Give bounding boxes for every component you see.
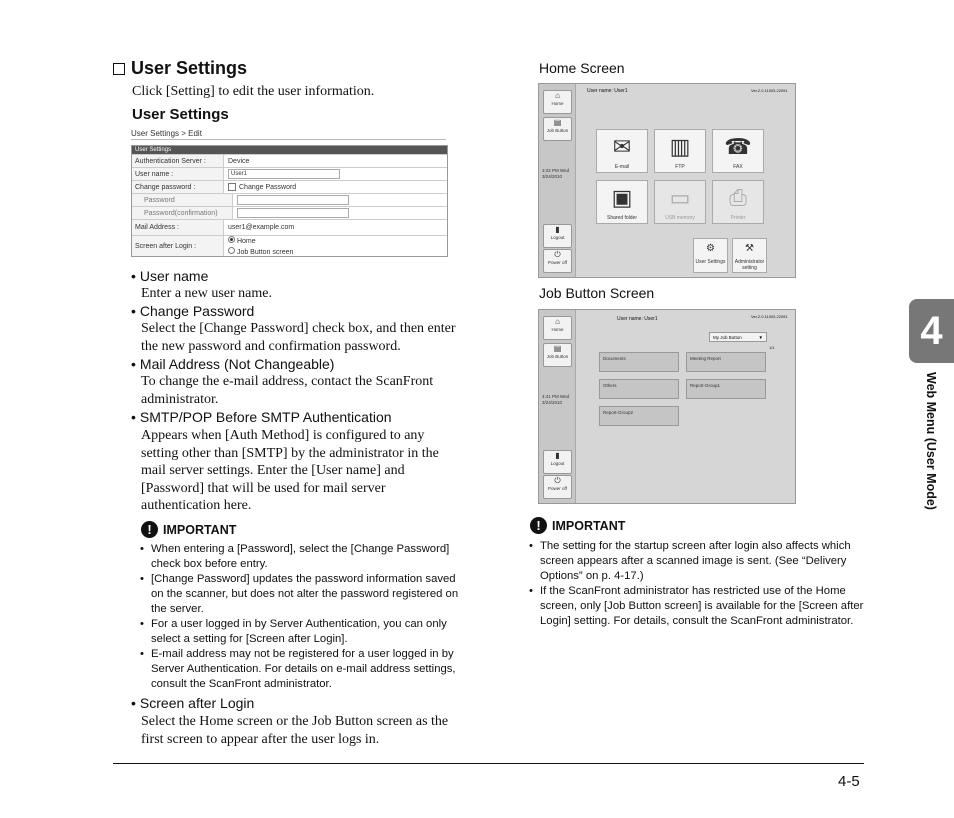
table-row — [132, 219, 447, 235]
bullet-screen-after-login: • Screen after Login — [131, 695, 255, 711]
bullet-mail-address: • Mail Address (Not Changeable) — [131, 356, 335, 372]
footer-divider — [113, 763, 864, 764]
email-tile[interactable]: ✉ E-mail — [596, 129, 648, 173]
row-label: Screen after Login : — [132, 236, 224, 256]
job-button-screen-screenshot — [538, 309, 796, 504]
power-icon: ⏻ — [554, 476, 561, 485]
printer-tile[interactable]: ⎙ Printer — [712, 180, 764, 224]
bullet-change-password: • Change Password — [131, 303, 255, 319]
job-icon: ▤ — [553, 344, 562, 353]
row-label: Password(confirmation) — [132, 207, 233, 219]
logout-icon: ▮ — [555, 225, 560, 234]
bullet-user-name: • User name — [131, 268, 209, 284]
important-heading: ! IMPORTANT — [141, 521, 236, 538]
bullet-text: Select the [Change Password] check box, and then enter the new password and confirmation password. — [141, 321, 456, 354]
subheading: User Settings — [132, 106, 229, 123]
chapter-title: Web Menu (User Mode) — [924, 372, 938, 510]
side-panel — [539, 84, 576, 277]
user-name-field[interactable]: User1 — [228, 169, 340, 179]
logout-button[interactable]: ▮ Logout — [543, 450, 572, 474]
page-indicator: 1/1 — [769, 345, 775, 350]
change-password-checkbox[interactable] — [228, 183, 236, 191]
list-item: • E-mail address may not be registered for a user logged in by Server Authentication. For details on e-mail address settings, consult the ScanFront administrator. — [140, 647, 467, 692]
bullet-text: Appears when [Auth Method] is configured to any setting other than [SMTP] by the administrator in the mail server settings. Enter the [User name] and [Password] that will be used for mail server authentication here. — [141, 428, 439, 513]
table-header: User Settings — [132, 146, 447, 154]
usb-memory-icon: ▭ — [669, 185, 691, 210]
row-label: Change password : — [132, 181, 224, 193]
chevron-down-icon: ▼ — [758, 335, 763, 340]
chapter-tab: 4 — [909, 299, 954, 363]
job-list-dropdown[interactable]: My Job Button ▼ — [709, 332, 767, 342]
mail-address-value: user1@example.com — [228, 224, 295, 231]
breadcrumb: User Settings > Edit — [131, 129, 202, 138]
user-settings-tile[interactable]: ⚙ User Settings — [693, 238, 728, 273]
settings-table — [131, 145, 448, 257]
table-row — [132, 180, 447, 193]
radio-label: Home — [236, 238, 256, 245]
bullet-text: Select the Home screen or the Job Button screen as the first screen to appear after the user logs in. — [141, 714, 449, 747]
password-confirm-field[interactable] — [237, 208, 349, 218]
usb-memory-tile[interactable]: ▭ USB memory — [654, 180, 706, 224]
server-icon: ▥ — [669, 134, 691, 159]
power-off-button[interactable]: ⏻ Power off — [543, 249, 572, 273]
table-row — [132, 167, 447, 180]
clock: 3:32 PM Wed 3/24/2010 — [542, 168, 570, 179]
job-button-report-group1[interactable]: Report-Group1 — [686, 379, 766, 399]
fax-icon: ☎ — [724, 134, 752, 159]
list-item: • For a user logged in by Server Authentication, you can only select a setting for [Screen after Login]. — [140, 617, 467, 647]
important-heading: ! IMPORTANT — [530, 517, 625, 534]
table-row — [132, 154, 447, 167]
job-button-documents[interactable]: Documents — [599, 352, 679, 372]
auth-server-value: Device — [228, 157, 250, 165]
list-item: • If the ScanFront administrator has restricted use of the Home screen, only [Job Button screen] is available for the [Screen after Login] setting. For details, consult the ScanFront administrator. — [529, 584, 864, 629]
table-row — [132, 206, 447, 219]
fax-tile[interactable]: ☎ FAX — [712, 129, 764, 173]
job-button-meeting-report[interactable]: Meeting Report — [686, 352, 766, 372]
row-label: User name : — [132, 168, 224, 180]
divider — [131, 139, 446, 140]
logout-icon: ▮ — [555, 451, 560, 460]
job-screen-caption: Job Button Screen — [539, 285, 655, 301]
logout-button[interactable]: ▮ Logout — [543, 224, 572, 248]
bullet-smtp-pop: • SMTP/POP Before SMTP Authentication — [131, 409, 392, 425]
ftp-tile[interactable]: ▥ FTP — [654, 129, 706, 173]
power-icon: ⏻ — [554, 250, 561, 259]
job-button-report-group2[interactable]: Report-Group2 — [599, 406, 679, 426]
job-button-others[interactable]: Others — [599, 379, 679, 399]
admin-setting-icon: ⚒ — [745, 243, 754, 254]
home-icon: ⌂ — [555, 317, 560, 326]
bullet-text: Enter a new user name. — [141, 286, 272, 301]
job-icon: ▤ — [553, 118, 562, 127]
clock: 4:41 PM Wed 3/24/2010 — [542, 394, 570, 405]
home-button[interactable]: ⌂ Home — [543, 316, 572, 340]
exclamation-icon: ! — [530, 517, 547, 534]
user-label: User name: User1 — [617, 316, 658, 322]
table-row — [132, 235, 447, 256]
home-icon: ⌂ — [555, 91, 560, 100]
version-label: Ver.2.0.11003.22091 — [751, 314, 788, 319]
list-item: • The setting for the startup screen after login also affects which screen appears after a scanned image is sent. (See “Delivery Options” on p. 4-17.) — [529, 539, 864, 584]
important-list — [140, 542, 467, 692]
home-radio[interactable] — [228, 236, 235, 243]
version-label: Ver.2.0.11003.22091 — [751, 88, 788, 93]
user-settings-icon: ⚙ — [706, 243, 715, 254]
section-title: User Settings — [113, 58, 247, 79]
job-button-button[interactable]: ▤ Job Button — [543, 117, 572, 141]
power-off-button[interactable]: ⏻ Power off — [543, 475, 572, 499]
page-number: 4-5 — [838, 773, 860, 790]
password-field[interactable] — [237, 195, 349, 205]
shared-folder-icon: ▣ — [611, 185, 633, 210]
job-button-radio[interactable] — [228, 247, 235, 254]
home-button[interactable]: ⌂ Home — [543, 90, 572, 114]
row-label: Password — [132, 194, 233, 206]
home-screen-screenshot — [538, 83, 796, 278]
intro-text: Click [Setting] to edit the user information. — [132, 84, 375, 99]
envelope-icon: ✉ — [612, 134, 632, 159]
important-list — [529, 539, 864, 629]
exclamation-icon: ! — [141, 521, 158, 538]
user-settings-form-screenshot — [131, 127, 446, 262]
checkbox-square-icon — [113, 63, 125, 75]
table-row — [132, 193, 447, 206]
list-item: • When entering a [Password], select the [Change Password] check box before entry. — [140, 542, 467, 572]
home-screen-caption: Home Screen — [539, 60, 625, 76]
checkbox-label: Change Password — [239, 183, 297, 191]
admin-setting-tile[interactable]: ⚒ Administrator setting — [732, 238, 767, 273]
side-panel — [539, 310, 576, 503]
shared-folder-tile[interactable]: ▣ Shared folder — [596, 180, 648, 224]
job-button-button[interactable]: ▤ Job Button — [543, 343, 572, 367]
row-label: Authentication Server : — [132, 155, 224, 167]
radio-label: Job Button screen — [236, 249, 294, 256]
row-label: Mail Address : — [132, 220, 224, 235]
bullet-text: To change the e-mail address, contact the ScanFront administrator. — [141, 374, 434, 407]
printer-icon: ⎙ — [729, 185, 747, 210]
list-item: • [Change Password] updates the password information saved on the scanner, but does not alter the password registered on the server. — [140, 572, 467, 617]
user-label: User name: User1 — [587, 88, 628, 94]
